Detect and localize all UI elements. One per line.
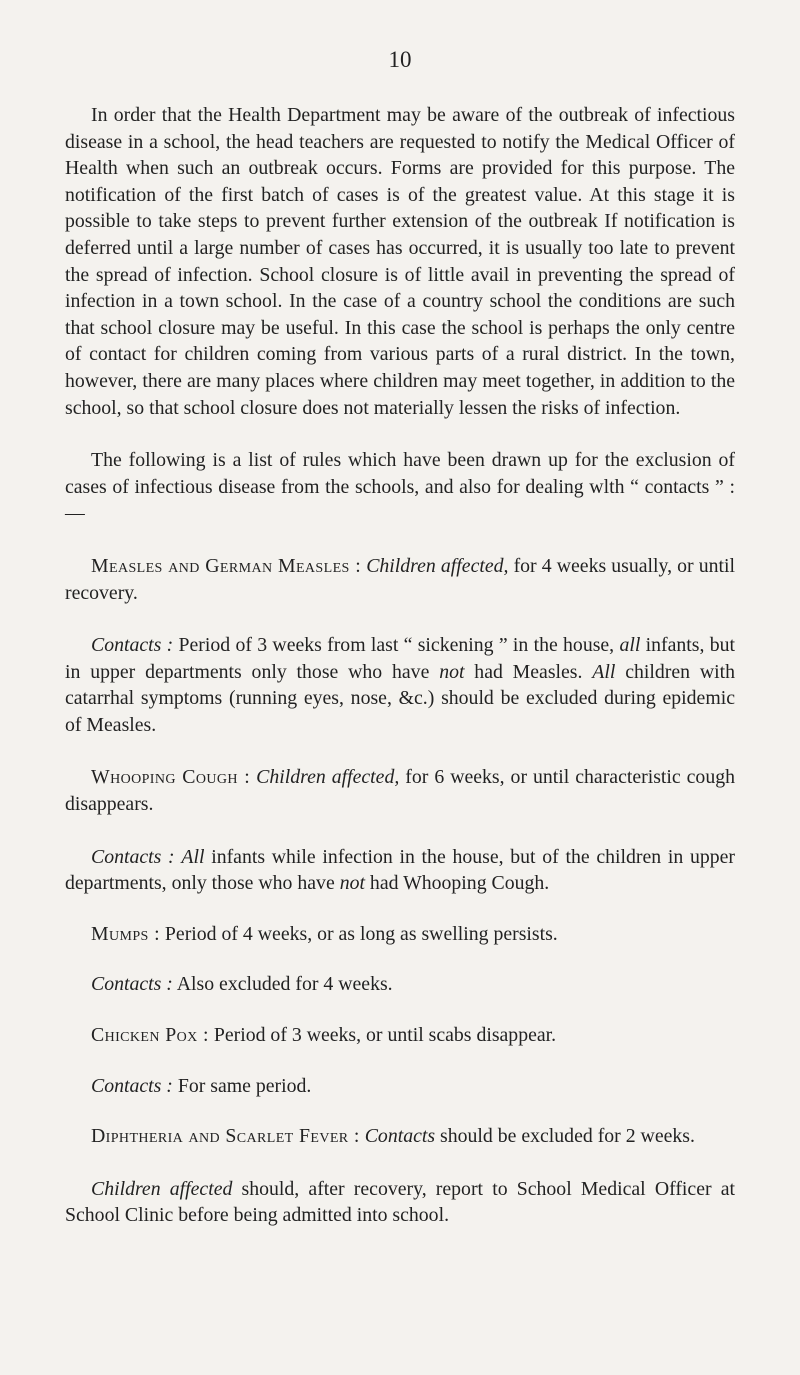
measles-contacts-rule [65,632,735,738]
mumps-rule [65,921,735,948]
measles-contacts-all: all [619,634,641,657]
diphtheria-contacts-label: Contacts [364,1125,436,1148]
whooping-rule [65,764,735,817]
measles-contacts-all-cap: All [592,660,616,683]
chicken-pox-contacts-label: Contacts : [91,1074,173,1097]
chicken-pox-contacts-text: For same period. [177,1074,312,1097]
measles-contacts-text-4: children with catarrhal symptoms (running eyes, nose, &c.) should be excluded during epidemic of Measles. [65,660,735,736]
diphtheria-rule [65,1123,735,1150]
measles-affected-text: for 4 weeks usually, or until recovery. [65,554,735,604]
measles-contacts-not: not [439,660,465,683]
measles-contacts-text-3: had Measles. [474,660,583,683]
diphtheria-contacts-text: should be excluded for 2 weeks. [440,1125,695,1148]
measles-contacts-text-1: Period of 3 weeks from last “ sickening ” in the house, [178,634,615,657]
whooping-heading: Whooping Cough : [91,766,251,789]
whooping-contacts-rule [65,844,735,897]
rules-intro-text: The following is a list of rules which have been drawn up for the exclusion of cases of infectious disease from the schools, and also for dealing wlth “ contacts ” :— [65,449,735,525]
measles-heading: Measles and German Measles : [91,554,362,577]
mumps-contacts-rule [65,971,735,998]
page-number: 10 [388,47,412,72]
closing-text: should, after recovery, report to School Medical Officer at School Clinic before being admitted into school. [65,1177,735,1227]
measles-contacts-text-2: infants, but in upper departments only those who have [65,634,735,683]
whooping-affected-text: for 6 weeks, or until characteristic cough disappears. [65,766,735,816]
chicken-pox-contacts-rule [65,1073,735,1100]
whooping-contacts-not: not [339,872,365,895]
closing-affected-label: Children affected [91,1177,233,1200]
measles-affected-label: Children affected, [366,554,509,577]
intro-paragraph [65,102,735,421]
whooping-affected-label: Children affected, [256,766,400,789]
chicken-pox-heading: Chicken Pox : [91,1024,209,1047]
whooping-contacts-all: All [181,845,205,868]
rules-intro-paragraph [65,447,735,527]
intro-text: In order that the Health Department may be aware of the outbreak of infectious disease in a school, the head teachers are requested to notify the Medical Officer of Health when such an outbreak occurs. Forms are provided for this purpose. The notification of the first batch of cases is of the greatest value. At this stage it is possible to take steps to prevent further extension of the outbreak If notification is deferred until a large number of cases has occurred, it is usually too late to prevent the spread of infection. School closure is of little avail in preventing the spread of infection in a town school. In the case of a country school the conditions are such that school closure may be useful. In this case the school is perhaps the only centre of contact for children coming from various parts of a rural district. In the town, however, there are many places where children may meet together, in addition to the school, so that school closure does not materially lessen the risks of infection. [65,104,735,419]
diphtheria-heading: Diphtheria and Scarlet Fever : [91,1125,360,1148]
whooping-contacts-text-2: had Whooping Cough. [369,872,550,895]
whooping-contacts-label: Contacts : [91,845,175,868]
mumps-text: Period of 4 weeks, or as long as swelling persists. [164,922,558,945]
closing-paragraph [65,1176,735,1229]
mumps-heading: Mumps : [91,922,160,945]
mumps-contacts-text: Also excluded for 4 weeks. [176,973,393,996]
measles-rule [65,553,735,606]
chicken-pox-rule [65,1022,735,1049]
chicken-pox-text: Period of 3 weeks, or until scabs disappear. [213,1024,557,1047]
whooping-contacts-text-1: infants while infection in the house, but of the children in upper departments, only those who have [65,845,736,895]
measles-contacts-label: Contacts : [91,634,174,657]
mumps-contacts-label: Contacts : [91,973,173,996]
